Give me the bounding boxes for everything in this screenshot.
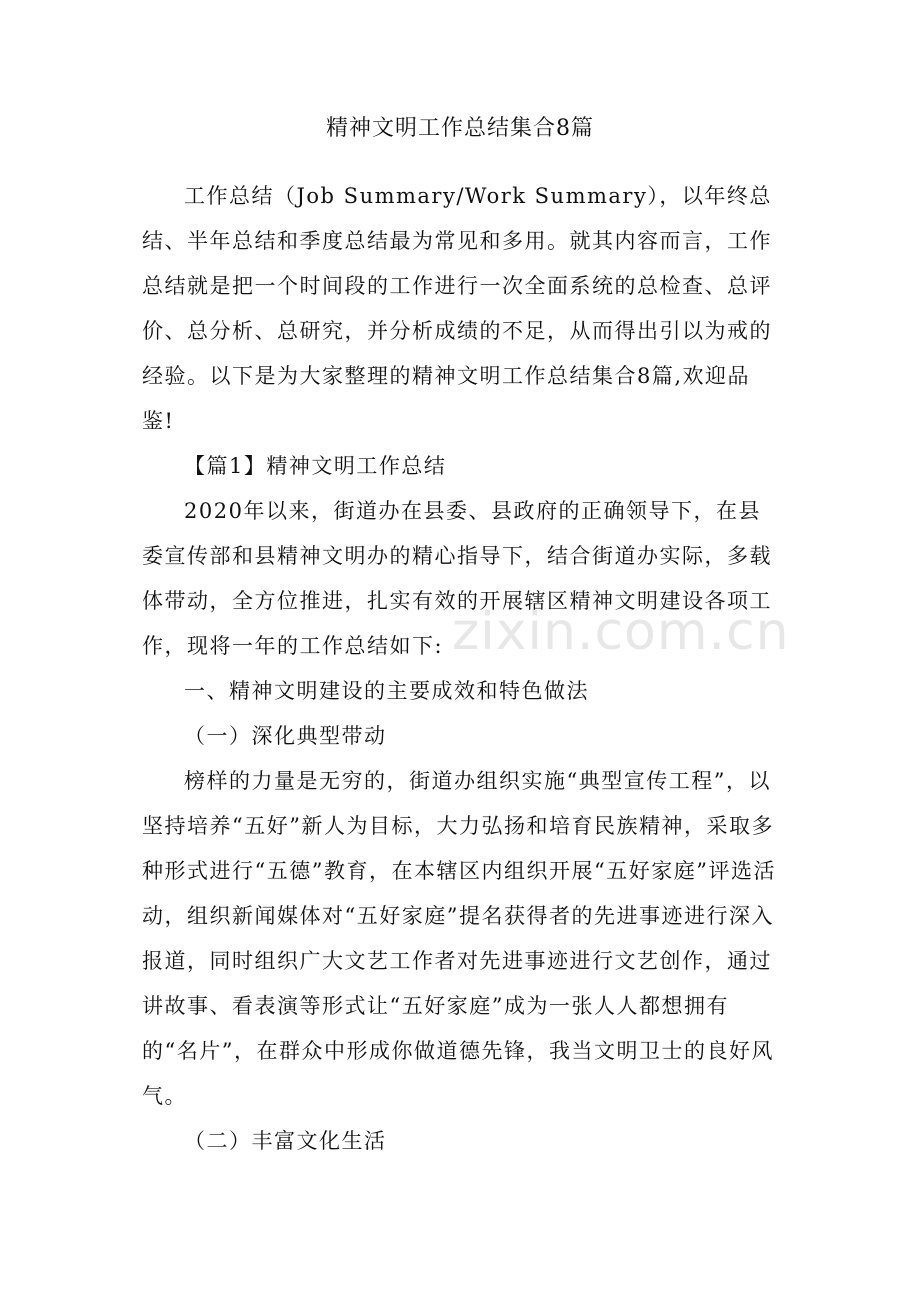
subheading-2: （二）丰富文化生活 [184,1129,387,1153]
section-heading: 【篇1】精神文明工作总结 [184,454,447,478]
document-title: 精神文明工作总结集合8篇 [326,116,594,141]
intro-paragraph: 工作总结（Job Summary/Work Summary），以年终总结、半年总结和季度总结最为常见和多用。就其内容而言，工作总结就是把一个时间段的工作进行一次全面系统的总检查、总评价、总分析、总研究，并分析成绩的不足，从而得出引以为戒的经验。以下是为大家整理的精神文明工作总结集合8篇,欢迎品鉴! [142,184,772,433]
watermark: zixin.com.cn [452,602,790,662]
document-body [142,174,782,1164]
body-paragraph-1: 2020年以来，街道办在县委、县政府的正确领导下，在县委宣传部和县精神文明办的精心指导下，结合街道办实际，多载体带动，全方位推进，扎实有效的开展辖区精神文明建设各项工作，现将一年的工作总结如下: [142,499,772,658]
heading-1: 一、精神文明建设的主要成效和特色做法 [184,679,589,703]
subheading-1: （一）深化典型带动 [184,724,387,748]
body-paragraph-2: 榜样的力量是无穷的，街道办组织实施“典型宣传工程”，以坚持培养“五好”新人为目标，大力弘扬和培育民族精神，采取多种形式进行“五德”教育，在本辖区内组织开展“五好家庭”评选活动，组织新闻媒体对“五好家庭”提名获得者的先进事迹进行深入报道，同时组织广大文艺工作者对先进事迹进行文艺创作，通过讲故事、看表演等形式让“五好家庭”成为一张人人都想拥有的“名片”，在群众中形成你做道德先锋，我当文明卫士的良好风气。 [142,769,776,1108]
